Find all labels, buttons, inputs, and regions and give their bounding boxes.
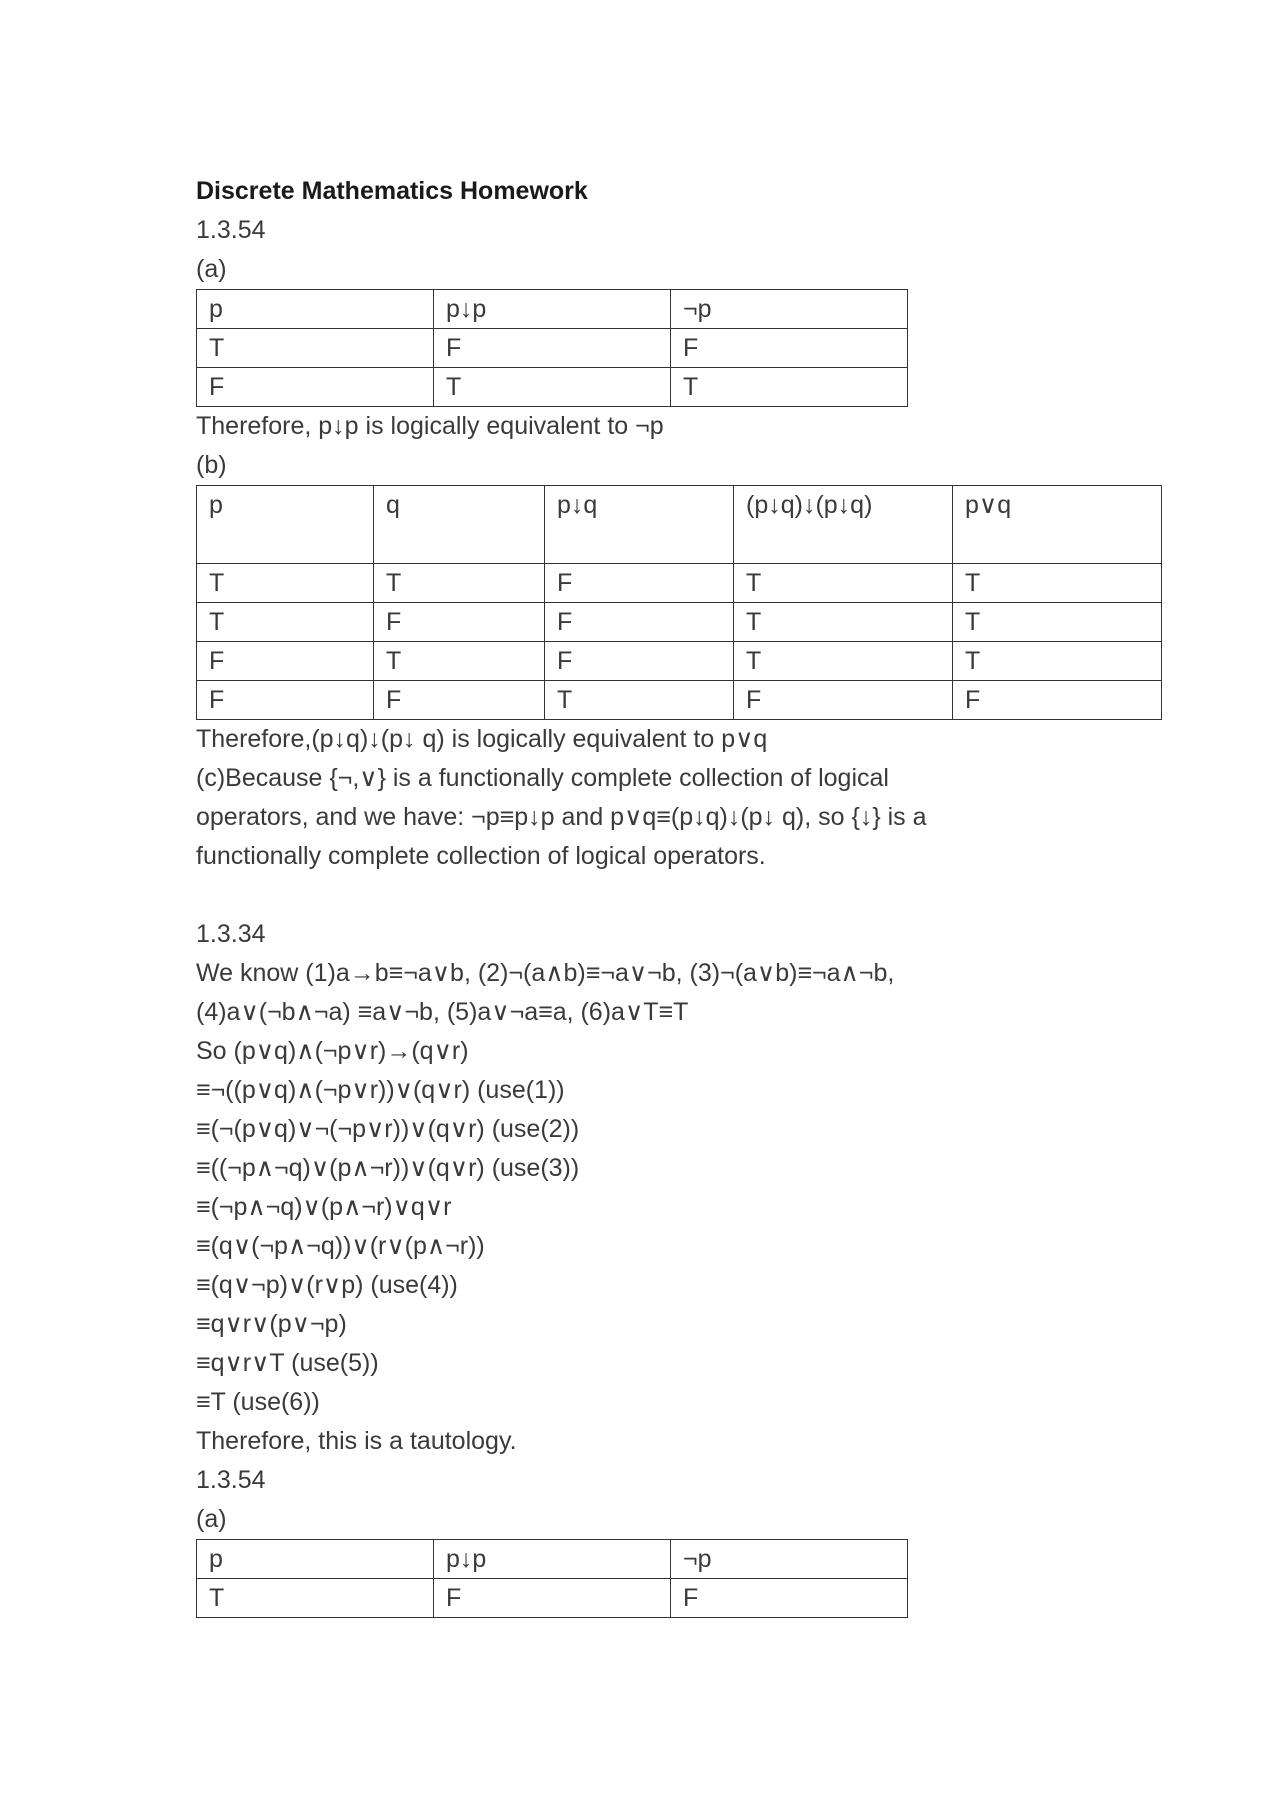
part-label: (a) [196,1505,227,1533]
paragraph-line: operators, and we have: ¬p≡p↓p and p∨q≡(p↓q)↓(p↓ q), so {↓} is a [196,803,927,831]
table-row [197,329,908,368]
table-row [197,681,1162,720]
table-cell: T [434,368,671,407]
section-number: 1.3.54 [196,1466,266,1494]
conclusion-text: Therefore, this is a tautology. [196,1427,517,1455]
table-cell: F [374,681,545,720]
table-row [197,368,908,407]
table-cell: T [197,603,374,642]
table-cell: p [197,1540,434,1579]
part-label: (a) [196,255,227,283]
table-cell: F [671,1579,908,1618]
table-header-row [197,486,1162,564]
table-cell: F [374,603,545,642]
table-cell: F [953,681,1162,720]
table-cell: ¬p [671,1540,908,1579]
table-cell: T [671,368,908,407]
table-cell: T [734,642,953,681]
table-cell: q [374,486,545,564]
document-body [196,172,1096,1618]
section-number: 1.3.34 [196,920,266,948]
conclusion-text: Therefore, p↓p is logically equivalent to ¬p [196,412,664,440]
proof-line: (4)a∨(¬b∧¬a) ≡a∨¬b, (5)a∨¬a≡a, (6)a∨T≡T [196,998,689,1026]
document-title: Discrete Mathematics Homework [196,177,588,205]
proof-line: So (p∨q)∧(¬p∨r)→(q∨r) [196,1037,469,1065]
proof-line: ≡(¬p∧¬q)∨(p∧¬r)∨q∨r [196,1193,452,1221]
paragraph-line: (c)Because {¬,∨} is a functionally complete collection of logical [196,764,889,792]
table-cell: (p↓q)↓(p↓q) [734,486,953,564]
table-cell: ¬p [671,290,908,329]
proof-line: ≡q∨r∨(p∨¬p) [196,1310,347,1338]
table-cell: F [545,564,734,603]
table-cell: T [374,642,545,681]
conclusion-text: Therefore,(p↓q)↓(p↓ q) is logically equivalent to p∨q [196,725,768,753]
blank-line [196,876,1096,915]
table-cell: F [545,642,734,681]
table-cell: T [545,681,734,720]
proof-line: ≡(¬(p∨q)∨¬(¬p∨r))∨(q∨r) (use(2)) [196,1115,580,1143]
table-cell: T [953,642,1162,681]
table-cell: p↓q [545,486,734,564]
table-cell: p↓p [434,290,671,329]
part-label: (b) [196,451,227,479]
table-cell: T [197,329,434,368]
table-cell: F [197,368,434,407]
table-cell: F [434,329,671,368]
truth-table-nor-self-repeat [196,1539,908,1618]
table-cell: F [671,329,908,368]
table-row [197,603,1162,642]
table-row [197,1579,908,1618]
section-number: 1.3.54 [196,216,266,244]
table-cell: F [197,681,374,720]
table-cell: F [734,681,953,720]
table-cell: T [953,564,1162,603]
table-row [197,642,1162,681]
proof-line: ≡(q∨¬p)∨(r∨p) (use(4)) [196,1271,458,1299]
table-cell: T [953,603,1162,642]
proof-line: ≡(q∨(¬p∧¬q))∨(r∨(p∧¬r)) [196,1232,485,1260]
table-cell: p↓p [434,1540,671,1579]
table-cell: T [734,603,953,642]
table-cell: T [734,564,953,603]
table-cell: p∨q [953,486,1162,564]
table-cell: F [545,603,734,642]
proof-line: We know (1)a→b≡¬a∨b, (2)¬(a∧b)≡¬a∨¬b, (3)¬(a∨b)≡¬a∧¬b, [196,959,895,987]
table-cell: F [434,1579,671,1618]
proof-line: ≡((¬p∧¬q)∨(p∧¬r))∨(q∨r) (use(3)) [196,1154,580,1182]
table-row [197,564,1162,603]
table-cell: F [197,642,374,681]
table-cell: T [374,564,545,603]
table-cell: T [197,564,374,603]
truth-table-nor-or [196,485,1162,720]
proof-line: ≡T (use(6)) [196,1388,320,1416]
table-cell: p [197,290,434,329]
proof-line: ≡¬((p∨q)∧(¬p∨r))∨(q∨r) (use(1)) [196,1076,565,1104]
table-header-row [197,1540,908,1579]
paragraph-line: functionally complete collection of logical operators. [196,842,766,870]
proof-line: ≡q∨r∨T (use(5)) [196,1349,379,1377]
table-cell: T [197,1579,434,1618]
truth-table-nor-self [196,289,908,407]
table-header-row [197,290,908,329]
table-cell: p [197,486,374,564]
